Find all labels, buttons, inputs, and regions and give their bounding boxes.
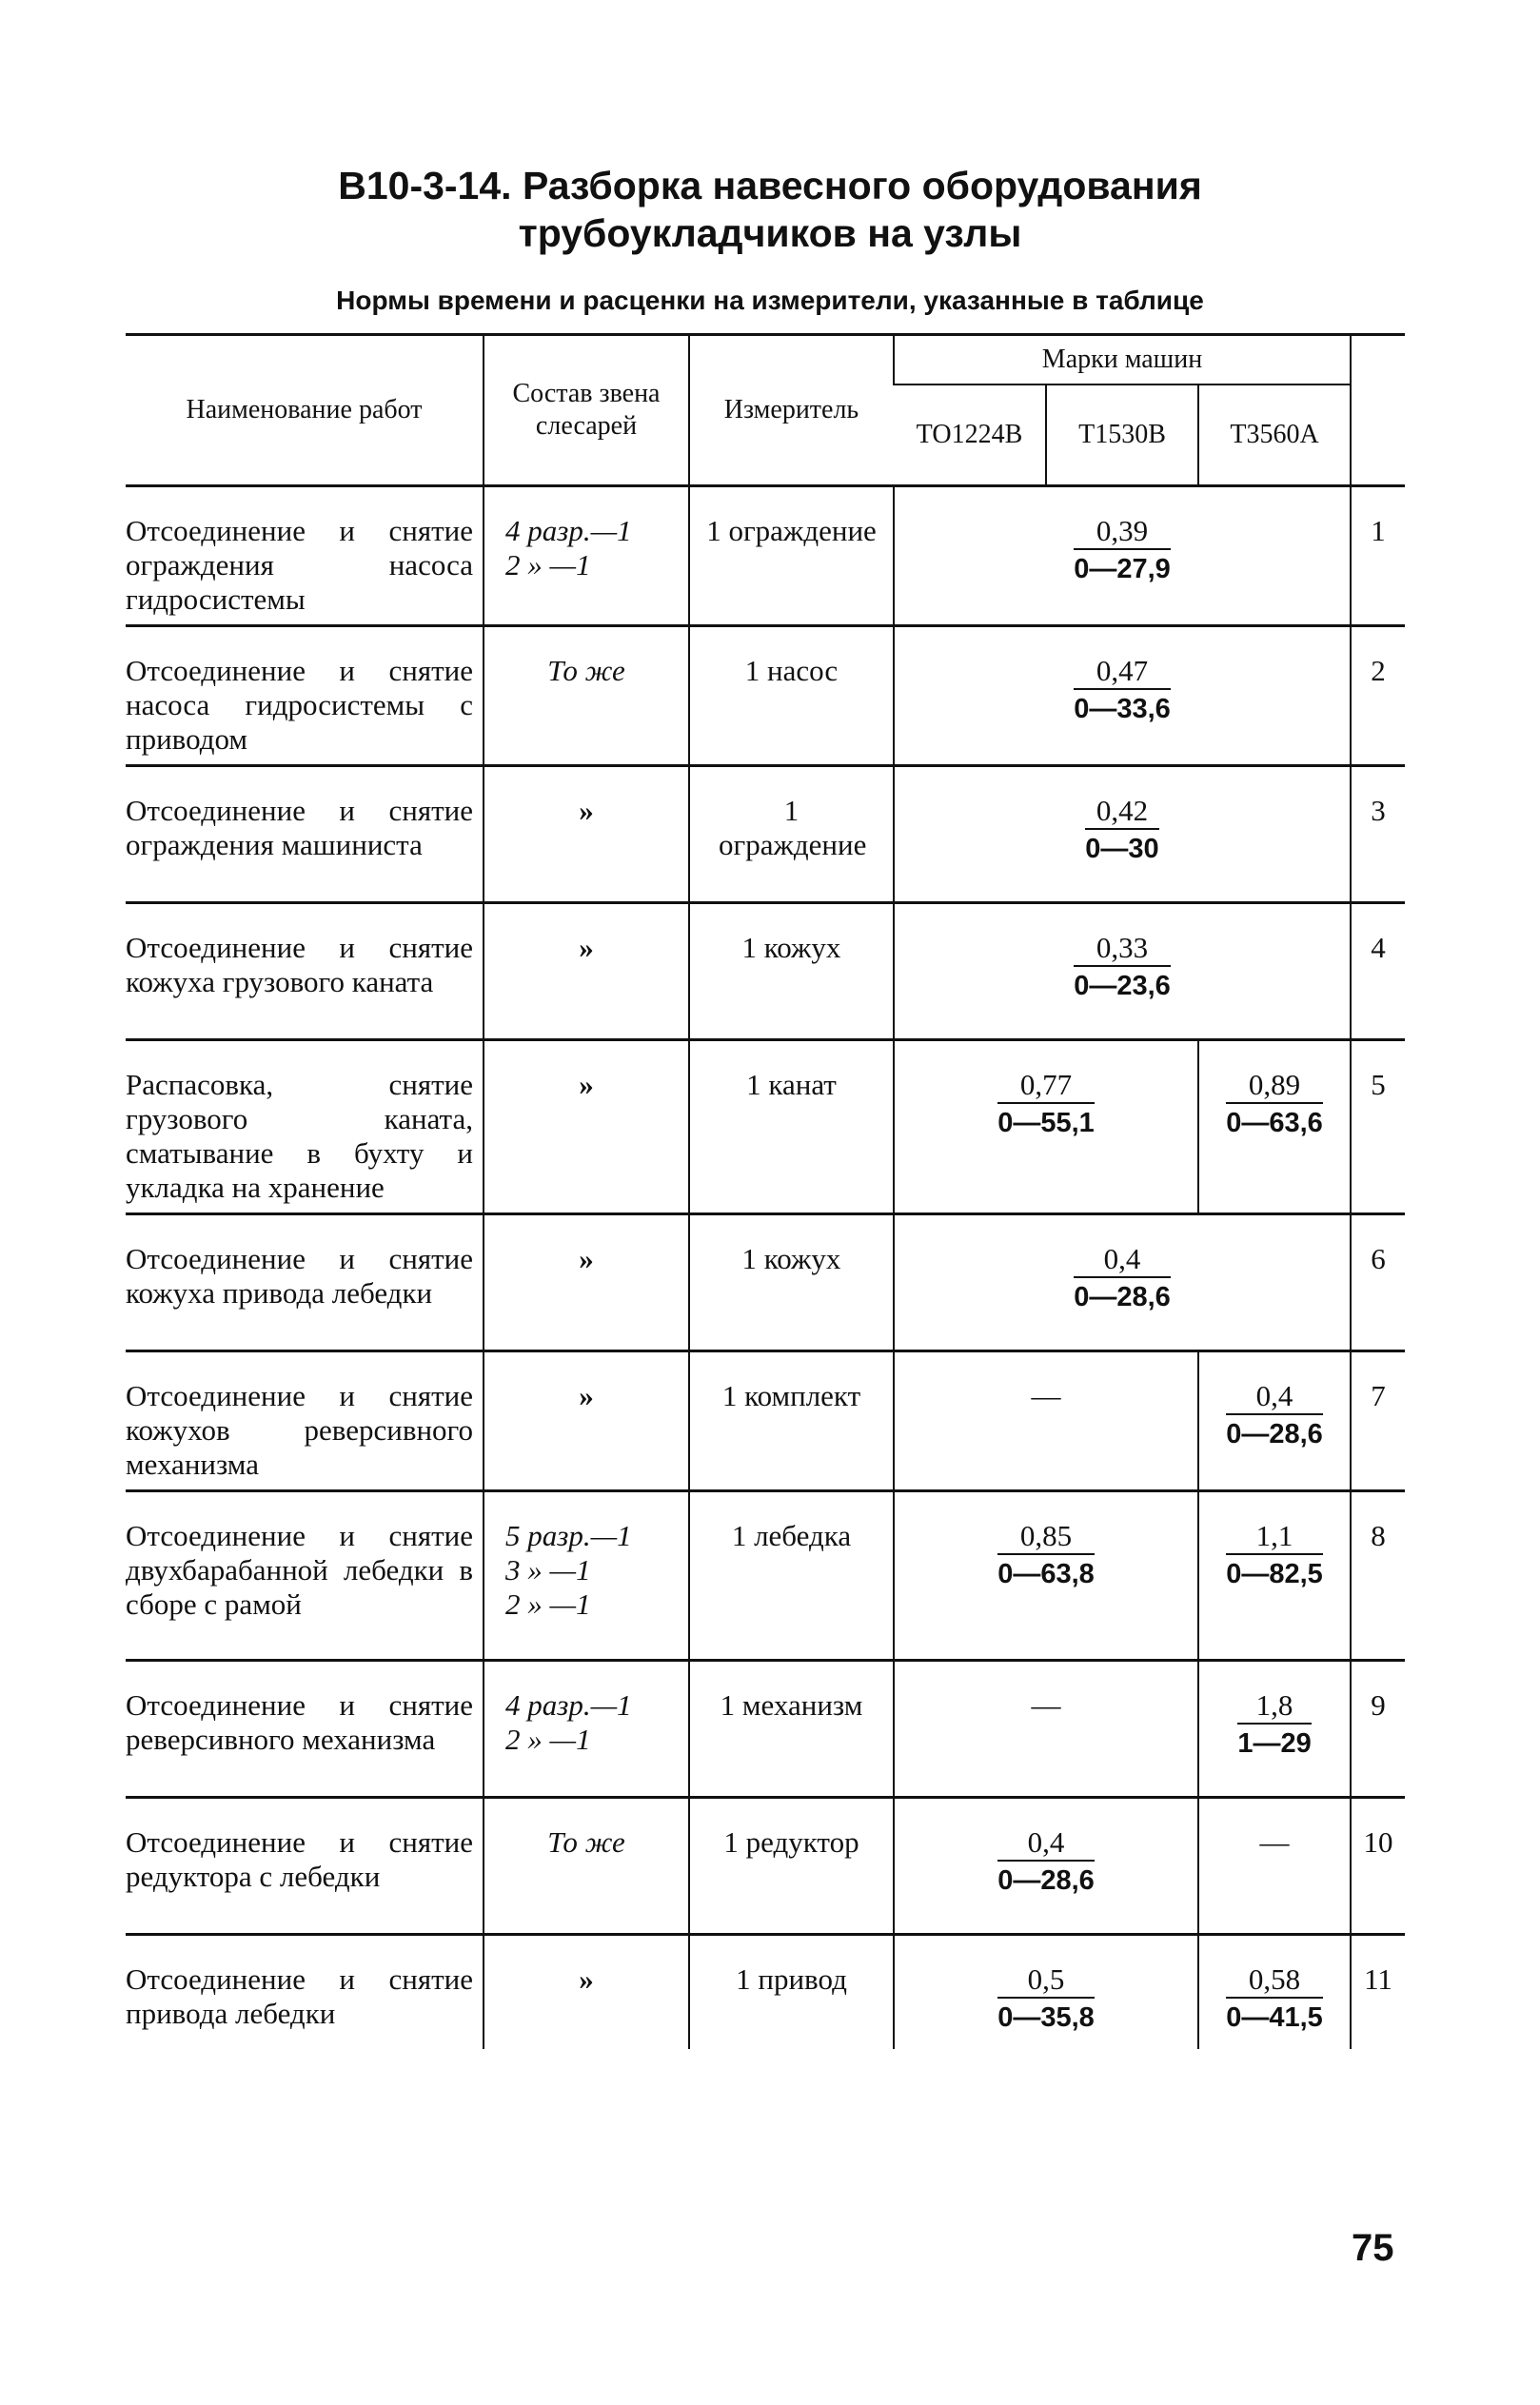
- table-row: [126, 1935, 1405, 2049]
- header-brand-1: ТО1224В: [894, 384, 1046, 486]
- table-row: [126, 1351, 1405, 1491]
- crew-composition: То же: [484, 626, 689, 766]
- time-norm: 0,47: [1074, 654, 1171, 690]
- time-norm: 0,4: [1074, 1242, 1171, 1278]
- section-title: [0, 162, 1540, 257]
- crew-composition: То же: [484, 1798, 689, 1935]
- rate: 0—82,5: [1226, 1559, 1323, 1589]
- rate: 0—28,6: [1074, 1282, 1171, 1312]
- no-norm-dash: —: [1031, 1379, 1061, 1412]
- header-crew: Состав звена слесарей: [484, 335, 689, 486]
- crew-composition: 4 разр.—1 2 » —1: [484, 486, 689, 626]
- row-number: 7: [1351, 1351, 1405, 1491]
- work-name: Отсоединение и снятие ограждения насоса гидросистемы: [126, 486, 484, 626]
- row-number: 10: [1351, 1798, 1405, 1935]
- row-number: 2: [1351, 626, 1405, 766]
- header-brand-3: Т3560А: [1198, 384, 1351, 486]
- title-line-1: В10-3-14. Разборка навесного оборудования: [338, 164, 1202, 207]
- time-norm: 0,4: [997, 1825, 1095, 1862]
- time-norm: 0,58: [1226, 1962, 1323, 1999]
- norm-brand-3: [1198, 1491, 1351, 1661]
- row-number: 5: [1351, 1040, 1405, 1214]
- table-row: [126, 1214, 1405, 1351]
- norm-brands-1-2: [894, 1491, 1198, 1661]
- header-brands: Марки машин: [894, 335, 1351, 385]
- norm-brands-1-2: [894, 1040, 1198, 1214]
- table-row: [126, 626, 1405, 766]
- meter: 1 канат: [689, 1040, 894, 1214]
- time-norm: 1,8: [1237, 1688, 1311, 1725]
- header-brand-2: Т1530В: [1046, 384, 1198, 486]
- work-name: Отсоединение и снятие ограждения машиниста: [126, 766, 484, 903]
- row-number: 6: [1351, 1214, 1405, 1351]
- norm-all-brands: [894, 903, 1351, 1040]
- rate: 0—63,6: [1226, 1108, 1323, 1138]
- meter: 1 механизм: [689, 1661, 894, 1798]
- time-norm: 0,4: [1226, 1379, 1323, 1415]
- no-norm-dash: —: [1031, 1688, 1061, 1722]
- crew-composition: »: [484, 1214, 689, 1351]
- row-number: 3: [1351, 766, 1405, 903]
- rate: 0—35,8: [997, 2002, 1095, 2033]
- norm-all-brands: [894, 766, 1351, 903]
- norm-brand-3: [1198, 1935, 1351, 2049]
- work-name: Отсоединение и снятие кожуха грузового каната: [126, 903, 484, 1040]
- header-meter: Измеритель: [689, 335, 894, 486]
- time-norm: 0,85: [997, 1519, 1095, 1555]
- row-number: 9: [1351, 1661, 1405, 1798]
- row-number: 1: [1351, 486, 1405, 626]
- row-number: 8: [1351, 1491, 1405, 1661]
- norm-brand-3: [1198, 1040, 1351, 1214]
- norm-all-brands: [894, 1214, 1351, 1351]
- work-name: Отсоединение и снятие насоса гидросистемы с приводом: [126, 626, 484, 766]
- work-name: Отсоединение и снятие кожухов реверсивного механизма: [126, 1351, 484, 1491]
- table-row: [126, 1661, 1405, 1798]
- table-row: [126, 1491, 1405, 1661]
- crew-composition: »: [484, 903, 689, 1040]
- table-row: [126, 1040, 1405, 1214]
- crew-composition: 5 разр.—1 3 » —1 2 » —1: [484, 1491, 689, 1661]
- norm-all-brands: [894, 626, 1351, 766]
- rate: 0—63,8: [997, 1559, 1095, 1589]
- rate: 0—28,6: [1226, 1419, 1323, 1449]
- norm-brand-3: [1198, 1351, 1351, 1491]
- rate: 0—33,6: [1074, 694, 1171, 724]
- title-line-2: трубоукладчиков на узлы: [518, 211, 1022, 255]
- time-norm: 0,39: [1074, 514, 1171, 550]
- time-norm: 0,33: [1074, 931, 1171, 967]
- work-name: Отсоединение и снятие кожуха привода лебедки: [126, 1214, 484, 1351]
- norm-brands-1-2: [894, 1798, 1198, 1935]
- norm-brands-1-2: [894, 1351, 1198, 1491]
- crew-composition: 4 разр.—1 2 » —1: [484, 1661, 689, 1798]
- work-name: Отсоединение и снятие двухбарабанной лебедки в сборе с рамой: [126, 1491, 484, 1661]
- meter: 1 привод: [689, 1935, 894, 2049]
- work-name: Распасовка, снятие грузового каната, сматывание в бухту и укладка на хранение: [126, 1040, 484, 1214]
- norm-brands-1-2: [894, 1935, 1198, 2049]
- norm-all-brands: [894, 486, 1351, 626]
- crew-composition: »: [484, 766, 689, 903]
- work-name: Отсоединение и снятие реверсивного механизма: [126, 1661, 484, 1798]
- page-number: 75: [1352, 2227, 1394, 2269]
- crew-composition: »: [484, 1351, 689, 1491]
- rate: 0—28,6: [997, 1865, 1095, 1896]
- meter: 1 кожух: [689, 903, 894, 1040]
- norm-brand-3: [1198, 1798, 1351, 1935]
- table-row: [126, 486, 1405, 626]
- meter: 1 ограждение: [689, 766, 894, 903]
- time-norm: 0,77: [997, 1068, 1095, 1104]
- rate: 1—29: [1237, 1728, 1312, 1759]
- rate: 0—41,5: [1226, 2002, 1323, 2033]
- table-caption: Нормы времени и расценки на измерители, указанные в таблице: [336, 286, 1204, 315]
- work-name: Отсоединение и снятие привода лебедки: [126, 1935, 484, 2049]
- meter: 1 лебедка: [689, 1491, 894, 1661]
- work-name: Отсоединение и снятие редуктора с лебедки: [126, 1798, 484, 1935]
- time-norm: 0,5: [997, 1962, 1095, 1999]
- meter: 1 редуктор: [689, 1798, 894, 1935]
- meter: 1 кожух: [689, 1214, 894, 1351]
- time-norm: 0,42: [1085, 794, 1159, 830]
- rate: 0—23,6: [1074, 971, 1171, 1001]
- table-row: [126, 903, 1405, 1040]
- row-number: 4: [1351, 903, 1405, 1040]
- crew-composition: »: [484, 1040, 689, 1214]
- rate: 0—27,9: [1074, 554, 1171, 584]
- row-number: 11: [1351, 1935, 1405, 2049]
- meter: 1 насос: [689, 626, 894, 766]
- no-norm-dash: —: [1259, 1825, 1290, 1859]
- meter: 1 ограждение: [689, 486, 894, 626]
- header-row-number: [1351, 335, 1405, 486]
- rate: 0—30: [1085, 834, 1159, 864]
- norms-table: [126, 333, 1405, 2049]
- time-norm: 0,89: [1226, 1068, 1323, 1104]
- rate: 0—55,1: [997, 1108, 1095, 1138]
- norm-brand-3: [1198, 1661, 1351, 1798]
- table-row: [126, 1798, 1405, 1935]
- meter: 1 комплект: [689, 1351, 894, 1491]
- crew-composition: »: [484, 1935, 689, 2049]
- norm-brands-1-2: [894, 1661, 1198, 1798]
- table-row: [126, 766, 1405, 903]
- time-norm: 1,1: [1226, 1519, 1323, 1555]
- header-work-name: Наименование работ: [126, 335, 484, 486]
